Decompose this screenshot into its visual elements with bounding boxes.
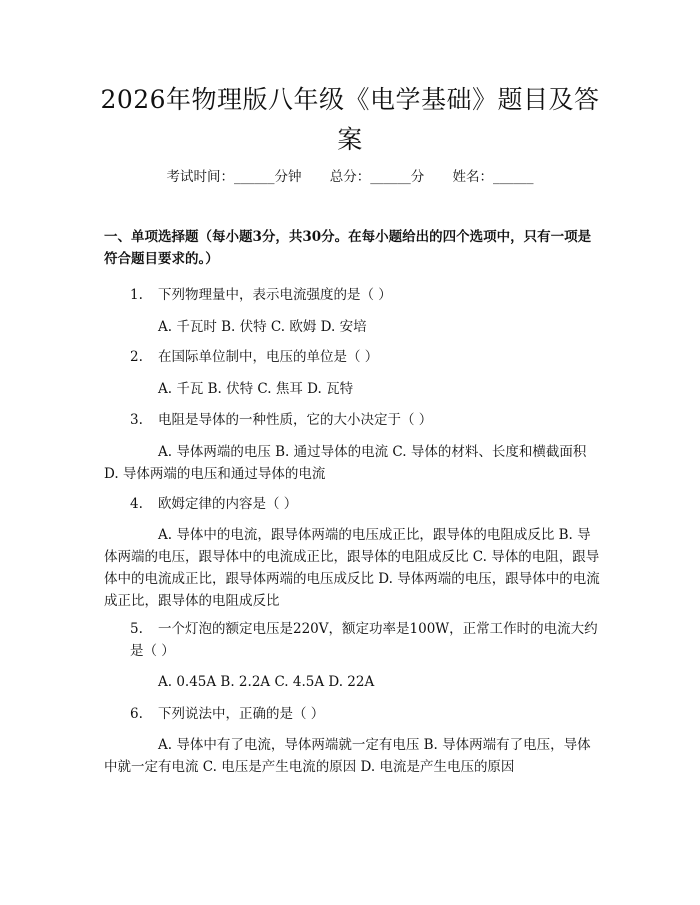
- question-5-options: A. 0.45A B. 2.2A C. 4.5A D. 22A: [158, 674, 375, 690]
- question-3-options: A. 导体两端的电压 B. 通过导体的电流 C. 导体的材料、长度和横截面积 D. 导体两端的电压和通过导体的电流: [104, 444, 587, 482]
- question-number: 2.: [130, 349, 143, 365]
- section-heading: 一、单项选择题（每小题3分，共30分。在每小题给出的四个选项中，只有一项是符合题目要求的。）: [104, 229, 592, 267]
- question-6: [130, 703, 600, 725]
- exam-time-field: 考试时间：______分钟: [166, 169, 302, 185]
- question-stem: 下列说法中，正确的是（ ）: [158, 706, 325, 722]
- question-1: [130, 284, 600, 306]
- question-4: [130, 493, 600, 515]
- question-5: [130, 618, 600, 662]
- name-field: 姓名：______: [452, 169, 534, 185]
- question-2-options: A. 千瓦 B. 伏特 C. 焦耳 D. 瓦特: [158, 381, 354, 397]
- exam-meta: [0, 166, 700, 188]
- question-stem: 下列物理量中，表示电流强度的是（ ）: [158, 287, 392, 303]
- question-4-options: A. 导体中的电流，跟导体两端的电压成正比，跟导体的电阻成反比 B. 导体两端的电压，跟导体中的电流成正比，跟导体的电阻成反比 C. 导体的电阻，跟导体中的电流成正比，跟导体两端的电压成反比 D. 导体两端的电压，跟导体中的电流成正比，跟导体的电阻成反比: [104, 527, 600, 609]
- question-number: 3.: [130, 412, 143, 428]
- question-number: 4.: [130, 496, 143, 512]
- question-stem: 在国际单位制中，电压的单位是（ ）: [158, 349, 379, 365]
- question-number: 6.: [130, 706, 143, 722]
- page-title: 2026年物理版八年级《电学基础》题目及答案: [100, 85, 600, 154]
- question-2: [130, 346, 600, 368]
- question-number: 5.: [130, 621, 143, 637]
- question-stem: 一个灯泡的额定电压是220V，额定功率是100W，正常工作时的电流大约是（ ）: [130, 621, 598, 659]
- question-3: [130, 409, 600, 431]
- question-stem: 欧姆定律的内容是（ ）: [158, 496, 298, 512]
- question-number: 1.: [130, 287, 143, 303]
- total-score-field: 总分：______分: [329, 169, 425, 185]
- question-6-options: A. 导体中有了电流，导体两端就一定有电压 B. 导体两端有了电压，导体中就一定有电流 C. 电压是产生电流的原因 D. 电流是产生电压的原因: [104, 737, 591, 775]
- question-1-options: A. 千瓦时 B. 伏特 C. 欧姆 D. 安培: [158, 319, 367, 335]
- question-stem: 电阻是导体的一种性质，它的大小决定于（ ）: [158, 412, 433, 428]
